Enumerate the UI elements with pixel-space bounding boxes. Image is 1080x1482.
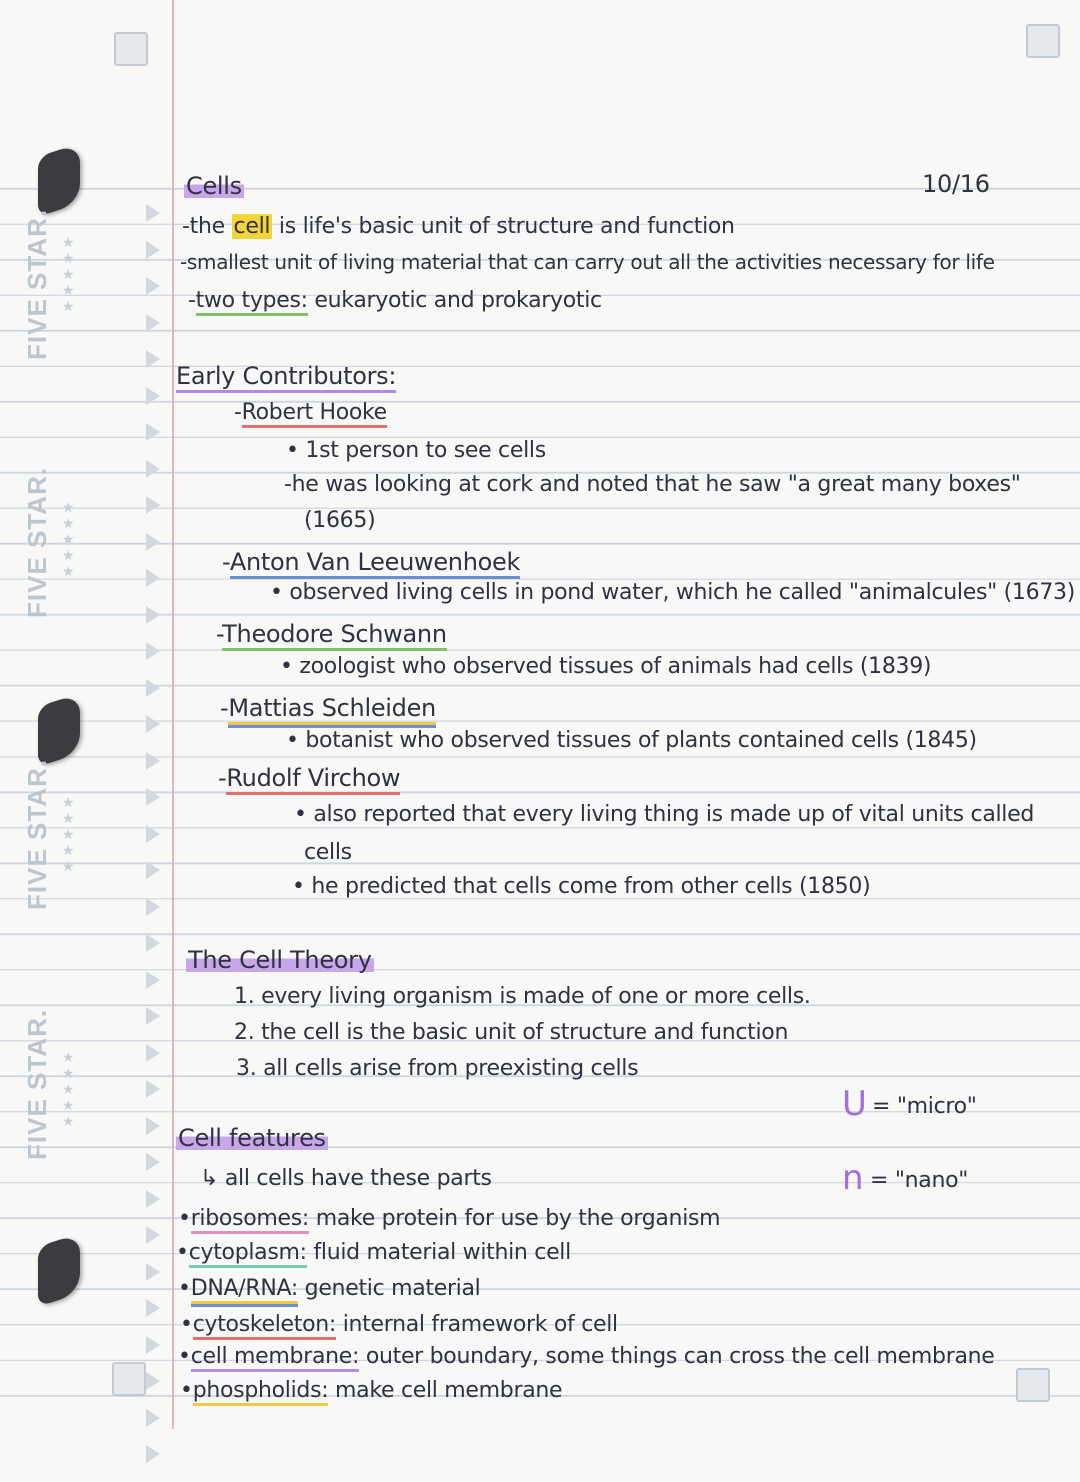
triangle-icon [146,1080,160,1098]
stars-icon: ★ ★ ★ ★ ★ [62,235,75,315]
cells-line-1: -the cell is life's basic unit of structure and function [182,214,735,239]
triangle-icon [146,752,160,770]
triangle-icon [146,861,160,879]
contributor-virchow: -Rudolf Virchow [218,764,400,792]
triangle-icon [146,1336,160,1354]
triangle-icon [146,1226,160,1244]
corner-mark-bottom-left [112,1362,146,1396]
corner-mark-top-left [114,32,148,66]
brand-watermark: FIVE STAR. [22,758,52,910]
triangle-icon [146,1153,160,1171]
triangle-icon [146,971,160,989]
hooke-note-3: (1665) [304,508,376,533]
triangle-icon [146,387,160,405]
feature-item: •cell membrane: outer boundary, some things can cross the cell membrane [178,1344,995,1369]
triangle-icon [146,788,160,806]
schwann-note-1: • zoologist who observed tissues of animals had cells (1839) [280,654,932,679]
triangle-icon [146,204,160,222]
contributor-hooke: -Robert Hooke [234,400,387,425]
triangle-icon [146,825,160,843]
corner-mark-bottom-right [1016,1368,1050,1402]
triangle-icon [146,1372,160,1390]
triangle-icon [146,715,160,733]
feature-item: •ribosomes: make protein for use by the organism [178,1206,720,1231]
contributor-leeuwenhoek: -Anton Van Leeuwenhoek [222,548,520,576]
triangle-icon [146,1117,160,1135]
theory-item-3: 3. all cells arise from preexisting cells [236,1056,639,1081]
brand-watermark: FIVE STAR. [22,1008,52,1160]
feature-item: •cytoplasm: fluid material within cell [176,1240,571,1265]
virchow-note-3: • he predicted that cells come from other cells (1850) [292,874,871,899]
triangle-icon [146,423,160,441]
triangle-icon [146,679,160,697]
hooke-note-1: • 1st person to see cells [286,438,546,463]
triangle-icon [146,314,160,332]
contributor-schwann: -Theodore Schwann [216,620,447,648]
features-heading: Cell features [178,1124,326,1152]
triangle-icon [146,1190,160,1208]
brand-watermark: FIVE STAR. [22,466,52,618]
triangle-icon [146,934,160,952]
stars-icon: ★ ★ ★ ★ ★ [62,795,75,875]
schleiden-note-1: • botanist who observed tissues of plants contained cells (1845) [286,728,977,753]
triangle-icon [146,569,160,587]
triangle-icon [146,642,160,660]
micro-label: = "micro" [872,1094,977,1119]
triangle-icon [146,350,160,368]
stars-icon: ★ ★ ★ ★ ★ [62,1050,75,1130]
cells-line-3: -two types: eukaryotic and prokaryotic [188,288,602,313]
cells-line-2: -smallest unit of living material that can carry out all the activities necessary for life [180,250,995,274]
triangle-icon [146,533,160,551]
paper-header-area [0,0,1080,160]
margin-triangles [146,204,170,1482]
triangle-icon [146,241,160,259]
triangle-icon [146,1007,160,1025]
triangle-icon [146,1445,160,1463]
hooke-note-2: -he was looking at cork and noted that he saw "a great many boxes" [284,472,1021,497]
stars-icon: ★ ★ ★ ★ ★ [62,500,75,580]
micro-symbol: U [842,1084,867,1124]
feature-item: •DNA/RNA: genetic material [178,1276,481,1301]
triangle-icon [146,277,160,295]
nano-symbol: n [842,1158,864,1198]
feature-item: •cytoskeleton: internal framework of cell [180,1312,618,1337]
theory-item-2: 2. the cell is the basic unit of structure and function [234,1020,789,1045]
leeuwenhoek-note-1: • observed living cells in pond water, which he called "animalcules" (1673) [270,580,1076,605]
triangle-icon [146,1263,160,1281]
theory-heading: The Cell Theory [188,946,372,974]
nano-label: = "nano" [870,1168,969,1193]
triangle-icon [146,496,160,514]
virchow-note-2: cells [304,840,352,865]
triangle-icon [146,606,160,624]
triangle-icon [146,460,160,478]
corner-mark-top-right [1026,24,1060,58]
cells-heading: Cells [186,172,242,200]
triangle-icon [146,1299,160,1317]
contributor-schleiden: -Mattias Schleiden [220,694,436,722]
note-date: 10/16 [922,170,990,198]
features-subheading: ↳ all cells have these parts [200,1166,492,1191]
margin-line [172,0,174,1429]
contributors-heading: Early Contributors: [176,362,396,390]
triangle-icon [146,1409,160,1427]
feature-item: •phospholids: make cell membrane [180,1378,562,1403]
triangle-icon [146,898,160,916]
triangle-icon [146,1044,160,1062]
brand-watermark: FIVE STAR. [22,208,52,360]
virchow-note-1: • also reported that every living thing is made up of vital units called [294,802,1035,827]
theory-item-1: 1. every living organism is made of one or more cells. [234,984,811,1009]
